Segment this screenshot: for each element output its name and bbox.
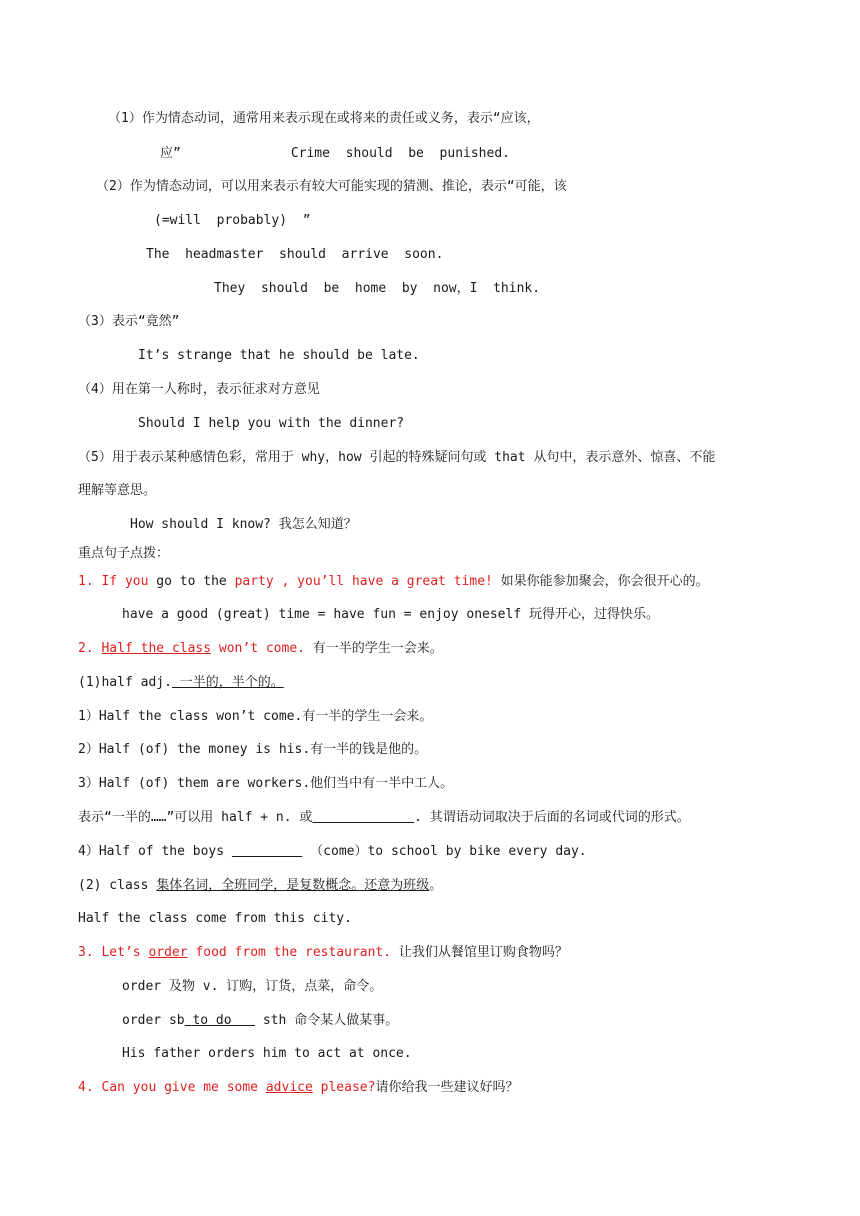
usage-3-heading [78,313,179,331]
sentence-4 [78,1079,518,1097]
order-example [122,1045,412,1063]
usage-5-text: （5）用于表示某种感情色彩，常用于 why，how 引起的特殊疑问句或 that 从句中，表示意外、惊喜、不能 [78,450,716,465]
usage-1-tail: 应” [160,146,181,161]
usage-3-example [138,347,420,365]
usage-1-text: （1）作为情态动词，通常用来表示现在或将来的责任或义务，表示“应该， [108,111,540,126]
sentence-3-keyword: order [148,945,188,960]
usage-2-example-2 [214,280,540,298]
class-example [78,910,352,928]
sentence-1-part-a: 1. If you [78,574,157,589]
class-definition [78,877,442,895]
order-pattern-text: order sb [122,1013,185,1028]
section-heading [78,545,169,563]
half-definition-label: (1)half adj. [78,675,172,690]
usage-3-sentence: It’s strange that he should be late. [138,348,420,363]
half-exercise [78,843,587,861]
usage-2-text: （2）作为情态动词，可以用来表示有较大可能实现的猜测、推论，表示“可能，该 [96,179,567,194]
half-rule-blank[interactable] [312,810,414,825]
usage-4-text: （4）用在第一人称时，表示征求对方意见 [78,382,320,397]
class-definition-label: (2) class [78,878,157,893]
class-example-text: Half the class come from this city. [78,911,352,926]
usage-2-heading [96,178,567,196]
order-pattern [122,1012,398,1030]
sentence-2-rest: won’t come. [211,641,305,656]
sentence-2 [78,640,443,658]
order-definition-text: order 及物 v. 订购，订货，点菜，命令。 [122,979,383,994]
usage-4-heading [78,381,320,399]
sentence-2-keyphrase: Half the class [101,641,212,656]
half-example-2-text: 2）Half (of) the money is his.有一半的钱是他的。 [78,742,428,757]
usage-2-sentence-1: The headmaster should arrive soon. [146,247,444,262]
usage-5-heading [78,449,715,467]
half-example-2 [78,741,427,759]
half-example-3-text: 3）Half (of) them are workers.他们当中有一半中工人。 [78,776,454,791]
usage-5-heading-cont [78,482,156,500]
sentence-1-part-b: go to [156,574,196,589]
section-heading-text: 重点句子点拨： [78,546,170,561]
usage-2-example-1 [146,246,443,264]
usage-5-text-cont: 理解等意思。 [78,483,157,498]
usage-4-sentence: Should I help you with the dinner? [138,416,405,431]
sentence-4-translation: 请你给我一些建议好吗？ [375,1080,519,1095]
usage-5-sentence: How should I know? 我怎么知道？ [130,517,357,532]
sentence-3 [78,944,568,962]
sentence-3-rest: food from the restaurant. [187,945,392,960]
half-example-1-text: 1）Half the class won’t come.有一半的学生一会来。 [78,709,433,724]
half-example-1 [78,708,432,726]
class-definition-meaning: 集体名词，全班同学，是复数概念。还意为班级 [156,878,430,893]
usage-1-sentence: Crime should be punished. [290,146,510,161]
class-definition-end: 。 [429,878,443,893]
sentence-1-translation: 如果你能参加聚会，你会很开心的。 [492,574,709,589]
sentence-4-part-a: 4. Can you give me some [78,1080,266,1095]
usage-5-example [130,516,357,534]
sentence-3-translation: 让我们从餐馆里订购食物吗？ [391,945,568,960]
order-pattern-text-end: sth 命令某人做某事。 [255,1013,399,1028]
usage-1-example [160,145,510,163]
sentence-1-part-c: the [195,574,235,589]
half-exercise-text: 4）Half of the boys [78,844,232,859]
half-example-3 [78,775,453,793]
usage-3-text: （3）表示“竟然” [78,314,180,329]
sentence-4-keyword: advice [265,1080,313,1095]
sentence-2-translation: 有一半的学生一会来。 [304,641,443,656]
half-rule-text-end: . 其谓语动词取决于后面的名词或代词的形式。 [414,810,690,825]
usage-2-tail-text: (=will probably) ” [154,213,311,228]
usage-2-sentence-2: They should be home by now，I think. [214,281,541,296]
sentence-4-rest: please? [312,1080,376,1095]
half-definition [78,674,284,692]
usage-1-heading [108,110,540,128]
half-exercise-text-end: （come）to school by bike every day. [302,844,587,859]
half-rule [78,809,690,827]
half-rule-text: 表示“一半的……”可以用 half + n. 或 [78,810,313,825]
sentence-1-part-d: party , you’ll have a great time! [234,574,493,589]
usage-4-example [138,415,404,433]
order-definition [122,978,382,996]
order-example-text: His father orders him to act at once. [122,1046,412,1061]
half-definition-meaning: 一半的，半个的。 [171,675,284,690]
half-exercise-blank[interactable] [232,844,302,859]
sentence-1 [78,573,709,591]
sentence-3-part-a: 3. Let’s [78,945,149,960]
order-pattern-answer: to do [184,1013,256,1028]
sentence-1-note [122,606,659,624]
sentence-1-note-text: have a good (great) time = have fun = enjoy oneself 玩得开心，过得快乐。 [122,607,659,622]
usage-2-tail [154,212,311,230]
sentence-2-number: 2. [78,641,102,656]
